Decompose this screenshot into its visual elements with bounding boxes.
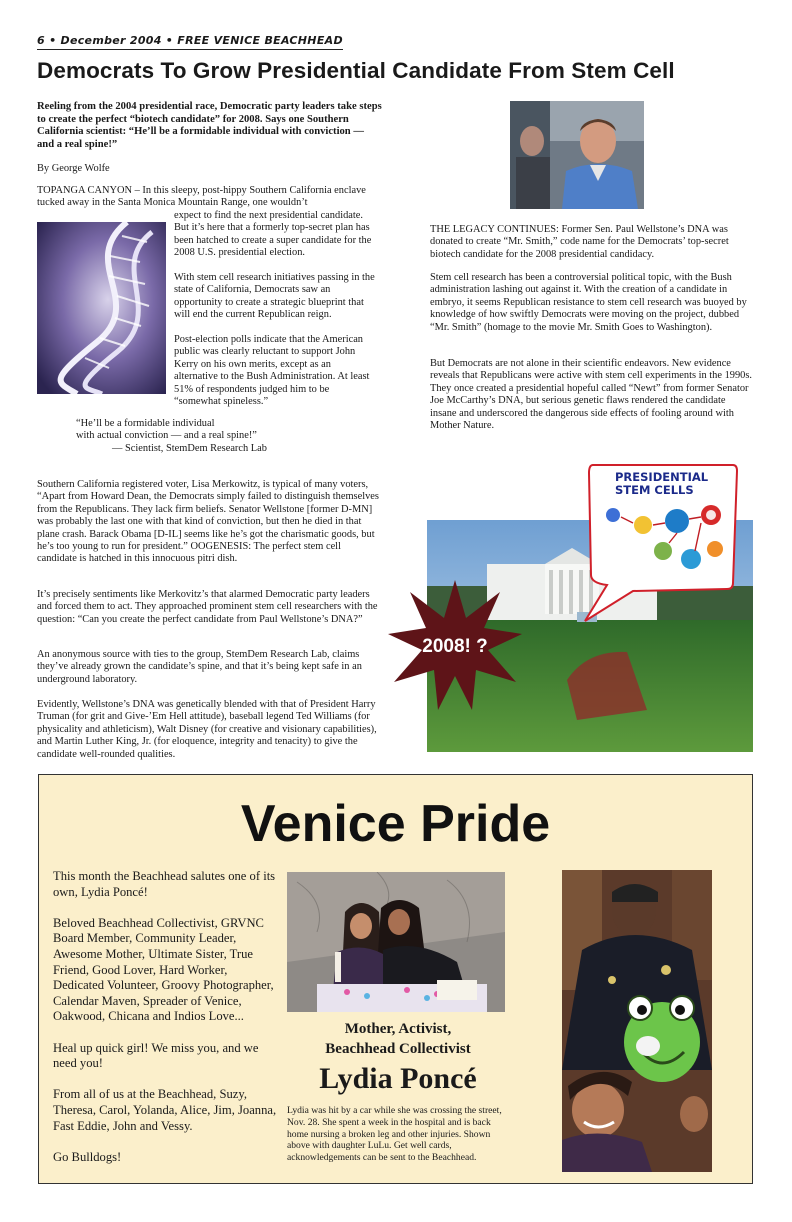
article-right-paragraph-2: But Democrats are not alone in their scientific endeavors. New evidence reveals that Republicans were active with stem cell experiments in the 1990s. They once created a presidential hopeful called “Newt” from former Senator Joe McCarthy’s DNA, but serious genetic flaws rendered the candidate insane and underscored the dangerous side effects of fooling around with Mother Nature.: [430, 358, 753, 432]
article-paragraph-6: An anonymous source with ties to the group, StemDem Research Lab, claims they’ve already grown the candidate’s spine, and that it’s being kept safe in an underground laboratory.: [37, 649, 362, 685]
bubble-line-2: STEM CELLS: [615, 482, 694, 497]
byline: By George Wolfe: [37, 163, 110, 174]
lydia-headline-line-2: Beachhead Collectivist: [325, 1041, 471, 1057]
article-paragraph-5: It’s precisely sentiments like Merkovitz’s that alarmed Democratic party leaders and forced them to act. They approached prominent stem cell researchers with the question: “Can you create the perfect candidate from Paul Wellstone’s DNA?”: [37, 589, 378, 625]
venice-pride-title: Venice Pride: [240, 795, 551, 853]
lydia-caption: Lydia was hit by a car while she was crossing the street, Nov. 28. She spent a week in the hospital and is back home nursing a broken leg and other injuries. Shown above with daughter LuLu. Get well cards, acknowledgements can be sent to the Beachhead.: [287, 1105, 502, 1164]
pull-quote-line-2: with actual conviction — and a real spine!”: [76, 430, 257, 442]
wellstone-photo: [510, 101, 644, 209]
article-paragraph-1-rest: expect to find the next presidential candidate. But it’s here that a formerly top-secret plan has been hatched to create a super candidate for the 2008 U.S. presidential election.: [174, 210, 372, 259]
lydia-headline-line-1: Mother, Activist,: [344, 1021, 452, 1037]
article-paragraph-3: Post-election polls indicate that the American public was clearly reluctant to support John Kerry on his own merits, except as an alternative to the Bush Administration. At least 51% of respondents judged him to be “somewhat spineless.”: [174, 334, 370, 408]
article-deck: Reeling from the 2004 presidential race, Democratic party leaders take steps to create the perfect “biotech candidate” for 2008. Says one Southern California scientist: “He’ll be a formidable individual with conviction — and a real spine!”: [37, 101, 382, 150]
stem-cells-speech-bubble: [583, 463, 739, 623]
pull-quote: [76, 418, 376, 455]
article-paragraph-1-lead: TOPANGA CANYON – In this sleepy, post-hippy Southern California enclave tucked away in the Santa Monica Mountain Range, one wouldn’t: [37, 185, 366, 209]
article-paragraph-4: Southern California registered voter, Lisa Merkowitz, is typical of many voters, “Apart from Howard Dean, the Democrats simply failed to distinguish themselves from the Republicans. They lack firm beliefs. Senator Wellstone [former D-MN] was probably the last one with that kind of conviction, but then he died in that plane crash. Barack Obama [D-IL] seems like he’s got the charismatic goods, but he’s too young to run for president.” OOGENESIS: The perfect stem cell candidate is hatched in this innocuous pitri dish.: [37, 479, 379, 565]
pride-paragraph-2: Beloved Beachhead Collectivist, GRVNC Board Member, Community Leader, Awesome Mother, Ultimate Sister, True Friend, Good Lover, Hard Worker, Dedicated Volunteer, Groovy Photographer, Calendar Maven, Spreader of Venice, Oakwood, Chicana and Indios Love...: [53, 915, 274, 1024]
starburst-text: 2008! ?: [422, 636, 488, 657]
dna-helix-image: [37, 222, 166, 394]
pull-quote-line-1: “He’ll be a formidable individual: [76, 418, 215, 429]
bubble-line-1: PRESIDENTIAL: [615, 470, 709, 484]
article-paragraph-7: Evidently, Wellstone’s DNA was genetically blended with that of President Harry Truman (for grit and Give-’Em Hell attitude), baseball legend Ted Williams (for physicality and athleticism), Walt Disney (for creative and visionary capabilities), and Martin Luther King, Jr. (for eloquence, integrity and tenacity) to give the candidate well-rounded qualities.: [37, 699, 377, 760]
photo-caption-legacy: THE LEGACY CONTINUES: Former Sen. Paul Wellstone’s DNA was donated to create “Mr. Smith,” code name for the Democrats’ top-secret biotech candidate for the 2008 presidential candidacy.: [430, 224, 729, 260]
pride-paragraph-1: This month the Beachhead salutes one of its own, Lydia Poncé!: [53, 869, 276, 899]
running-head: 6 • December 2004 • FREE VENICE BEACHHEAD: [37, 34, 343, 50]
article-right-paragraph-1: Stem cell research has been a controversial political topic, with the Bush administration lashing out against it. With the creation of a candidate in embryo, it seems Republican resistance to stem cell research was buoyed by knowledge of how swiftly Democrats were moving on the project, dubbed “Mr. Smith” (homage to the movie Mr. Smith Goes to Washington).: [430, 272, 747, 333]
pull-quote-attribution: — Scientist, StemDem Research Lab: [112, 442, 267, 454]
pride-paragraph-5: Go Bulldogs!: [53, 1149, 122, 1164]
pride-paragraph-3: Heal up quick girl! We miss you, and we need you!: [53, 1040, 259, 1071]
article-paragraph-2: With stem cell research initiatives passing in the state of California, Democrats saw an opportunity to create a strategic blueprint that will end the current Republican reign.: [174, 272, 375, 321]
lydia-name: Lydia Poncé: [319, 1062, 477, 1095]
lydia-headline: [287, 1019, 509, 1059]
lydia-and-daughter-photo: [287, 872, 505, 1012]
pride-paragraph-4: From all of us at the Beachhead, Suzy, Theresa, Carol, Yolanda, Alice, Jim, Joanna, Fast Eddie, John and Vessy.: [53, 1087, 277, 1133]
headline: Democrats To Grow Presidential Candidate From Stem Cell: [37, 58, 675, 83]
starburst-2008: [388, 578, 522, 712]
venice-pride-text: [53, 869, 278, 1181]
lydia-with-officer-photo: [562, 870, 712, 1172]
